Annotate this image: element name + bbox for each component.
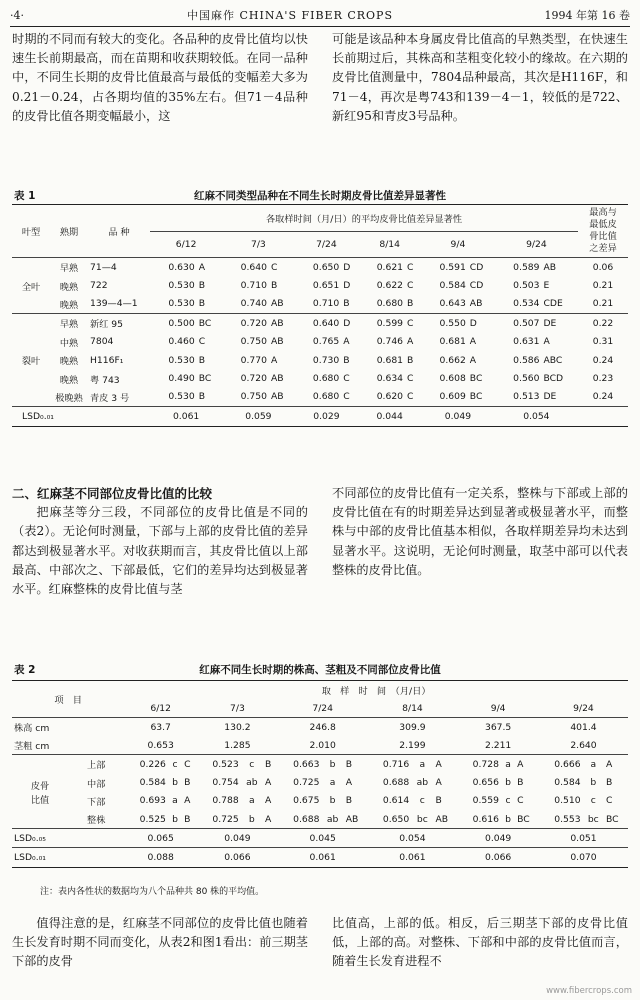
t2-value: 0.584 [139,777,166,789]
t1-signif: AB [270,317,284,329]
t1-lsd-empty [578,407,628,426]
t1-value: 0.500 [168,317,195,329]
t2-signif-lower: b [505,777,511,789]
t1-signif: D [343,317,351,329]
t1-variety: 新红 95 [90,319,123,331]
t2-signif-lower: b [329,795,336,807]
table-row [12,369,628,387]
table-row [12,351,628,369]
t1-date: 6/12 [150,231,222,258]
t1-signif: AB [468,295,495,314]
t1-signif: D [343,261,351,273]
t2-date: 7/24 [278,699,368,718]
table-row [12,736,628,755]
table-row [12,333,628,351]
t2-value: 0.675 [293,795,320,807]
t1-value: 0.630 [168,261,195,273]
t1-lsd-value: 0.049 [444,410,472,422]
t1-value: 0.634 [376,373,404,385]
t1-signif: C [198,336,206,348]
t2-signif-lower: a [419,758,426,770]
t2-stem-value: 2.010 [278,736,368,755]
t1-signif: B [405,295,421,314]
t1-value: 0.643 [421,295,468,314]
t1-value: 0.490 [168,373,195,385]
t1-value: 0.631 [513,336,540,348]
t1-signif: BC [468,388,495,407]
t2-signif-upper: A [184,795,191,807]
t1-signif: BC [198,317,212,329]
t2-signif-upper: B [345,795,352,807]
t2-signif-lower: a [249,795,255,807]
t2-value: 0.688 [382,777,410,789]
t1-signif: B [341,295,358,314]
t2-signif-lower: b [329,758,336,770]
t2-lsd05-value: 0.045 [278,829,368,848]
t1-signif: AB [269,388,295,407]
table2-number: 表 2 [14,664,36,676]
t2-value: 0.616 [457,810,501,829]
t2-signif-lower: b [168,810,182,829]
t1-value: 0.651 [312,280,340,292]
table-row [12,388,628,407]
t1-signif: D [469,317,477,329]
t1-range-diff: 0.22 [592,317,614,329]
table-row [12,276,628,294]
t1-variety: 139—4—1 [88,295,150,314]
t1-signif: B [407,354,414,366]
t1-head-variety: 品 种 [88,205,150,258]
t2-lsd05-value: 0.065 [124,829,197,848]
t1-range-diff: 0.21 [592,280,614,292]
t1-variety: 粤 743 [90,374,120,386]
t1-range-diff: 0.24 [592,354,614,366]
t2-signif-lower: a [329,777,336,789]
t2-signif-lower: c [249,758,255,770]
t2-date: 9/24 [539,699,628,718]
t1-signif: A [198,261,206,273]
t1-value: 0.750 [222,388,269,407]
t2-signif-upper: BC [604,810,628,829]
t2-part: 上部 [87,760,106,772]
t1-value: 0.599 [376,317,404,329]
t1-signif: B [198,280,206,292]
t1-range-diff: 0.21 [578,295,628,314]
t1-signif: DE [541,388,578,407]
t2-body [12,718,628,868]
t2-value: 0.666 [554,758,581,770]
t2-ratio-label-line: 皮骨 [30,780,50,792]
t1-maturity: 极晚熟 [50,388,88,407]
t2-stem-label: 茎粗 cm [12,736,124,755]
t1-maturity: 晚熟 [59,356,79,368]
t2-lsd05-value: 0.049 [457,829,539,848]
t1-value: 0.650 [312,261,340,273]
t2-signif-lower: c [419,795,425,807]
table1 [12,204,628,427]
t1-signif: B [197,388,223,407]
t2-signif-lower: a [172,795,178,807]
t2-head-group: 取 样 时 间 （月/日） [321,686,431,697]
volume-info: 1994 年第 16 卷 [544,9,630,22]
t2-value: 0.525 [124,810,168,829]
t2-lsd01-value: 0.066 [224,851,251,863]
t1-signif: BC [469,373,483,385]
t2-signif-lower: ab [246,777,258,789]
t2-signif-upper: A [345,777,352,789]
table-row [12,829,628,848]
t1-lsd-label: LSD₀.₀₁ [22,410,54,422]
t2-signif-lower: c [505,795,511,807]
running-header [10,4,630,27]
t1-value: 0.621 [376,261,404,273]
t1-value: 0.720 [240,317,267,329]
t2-signif-upper: C [184,758,191,770]
t1-value: 0.640 [240,261,267,273]
t1-signif: C [407,280,414,292]
t2-date: 9/4 [457,699,539,718]
t2-value: 0.553 [539,810,583,829]
t2-value: 0.725 [197,810,241,829]
t2-value: 0.226 [139,758,166,770]
t1-signif: AB [270,373,284,385]
t1-variety: 7804 [90,336,114,348]
t1-head-group: 各取样时间（月/日）的平均皮骨比值差异显著性 [150,205,578,232]
t2-signif-upper: B [264,758,272,770]
t1-value: 0.550 [439,317,466,329]
t1-signif: C [270,261,278,273]
t1-signif: AB [543,261,557,273]
t1-body [12,258,628,427]
t2-part: 下部 [87,796,106,808]
t1-value: 0.710 [240,280,267,292]
t2-lsd05-value: 0.054 [368,829,458,848]
t1-value: 0.750 [240,336,267,348]
t1-date: 7/24 [295,231,359,258]
t1-signif: A [469,336,477,348]
t1-lsd-value: 0.054 [523,410,550,422]
t1-value: 0.622 [376,280,404,292]
t1-leaf-type: 全叶 [12,258,50,314]
t2-signif-upper: A [435,777,442,789]
t2-height-value: 367.5 [484,721,512,733]
t2-stem-value: 2.211 [457,736,539,755]
t2-signif-upper: A [435,758,442,770]
t2-signif-lower: bc [583,810,604,829]
watermark: www.fibercrops.com [546,986,632,996]
t1-value: 0.680 [295,388,342,407]
t1-signif: A [407,336,414,348]
t1-date: 9/24 [495,231,578,258]
t2-signif-lower: b [172,777,178,789]
t2-lsd01-value: 0.061 [309,851,336,863]
t1-value: 0.608 [439,373,466,385]
t1-value: 0.710 [295,295,342,314]
t2-value: 0.523 [212,758,239,770]
t2-value: 0.584 [554,777,581,789]
t2-lsd01-value: 0.066 [484,851,512,863]
t1-value: 0.620 [358,388,405,407]
t1-range-diff: 0.23 [592,373,614,385]
t2-lsd05-value: 0.051 [539,829,628,848]
t2-signif-upper: A [605,758,613,770]
t1-value: 0.720 [240,373,267,385]
t1-signif: C [407,261,414,273]
t1-date: 9/4 [421,231,495,258]
t1-head-maturity: 熟期 [50,205,88,258]
t2-signif-lower: b [590,777,597,789]
t2-signif-upper: B [517,777,524,789]
t2-value: 0.788 [212,795,239,807]
t2-signif-upper: A [263,810,278,829]
t1-value: 0.560 [513,373,540,385]
t1-value: 0.770 [240,354,267,366]
t1-signif: A [343,336,350,348]
t2-signif-upper: A [517,758,524,770]
t1-signif: A [469,354,477,366]
t1-value: 0.740 [222,295,269,314]
t2-signif-upper: AB [344,810,368,829]
t2-signif-upper: C [605,795,613,807]
t2-lsd01-value: 0.070 [570,851,597,863]
t2-value: 0.754 [212,777,239,789]
t1-signif: CDE [541,295,578,314]
t1-signif: CD [469,280,484,292]
t2-value: 0.716 [382,758,410,770]
t2-height-value: 309.9 [399,721,426,733]
t2-value: 0.510 [554,795,581,807]
t2-value: 0.725 [293,777,320,789]
table-row [12,792,628,810]
bottom-right-paragraph: 比值高，上部的低。相反，后三期茎下部的皮骨比值低，上部的高。对整株、下部和中部的皮骨比值而言，随着生长发育进程不 [332,916,628,969]
t2-date: 8/14 [368,699,458,718]
t1-value: 0.730 [312,354,340,366]
t2-signif-upper: B [345,758,352,770]
t1-value: 0.503 [513,280,540,292]
t1-lsd-value: 0.061 [172,410,200,422]
t2-signif-upper: C [517,795,524,807]
t2-value: 0.693 [139,795,166,807]
table-row [12,848,628,867]
t1-value: 0.530 [150,295,197,314]
t2-signif-upper: B [182,810,197,829]
table-row [12,314,628,333]
t2-value: 0.614 [382,795,410,807]
top-left-paragraph: 时期的不同而有较大的变化。各品种的皮骨比值均以快速生长前期最高，而在苗期和收获期较低。在同一品种中，不同生长期的皮骨比值最高与最低的变幅差大多为0.21－0.24，占各期均值的35%左右。但71－4品种的皮骨比值各期变幅最小，这 [12,32,308,123]
t1-value: 0.586 [513,354,540,366]
t2-value: 0.663 [293,758,320,770]
t1-signif: E [543,280,550,292]
t1-signif: BCD [543,373,564,385]
table-row [12,295,628,314]
t2-signif-upper: A [264,795,272,807]
t1-variety: 青皮 3 号 [88,388,150,407]
table-row [12,774,628,792]
t1-lsd-value: 0.044 [376,410,403,422]
t1-range-diff: 0.31 [592,336,614,348]
t1-maturity: 早熟 [59,263,79,275]
t2-signif-upper: B [435,795,442,807]
t2-stem-value: 1.285 [197,736,278,755]
t1-signif: C [407,317,414,329]
t2-value: 0.656 [472,777,499,789]
t1-value: 0.681 [376,354,404,366]
t2-signif-upper: B [605,777,613,789]
table2-note: 注：表内各性状的数据均为八个品种共 80 株的平均值。 [40,887,265,897]
t2-lsd01-label: LSD₀.₀₁ [14,851,46,863]
t2-signif-lower: c [172,758,178,770]
t2-height-value: 401.4 [570,721,597,733]
t1-signif: AB [270,336,284,348]
table-row [12,755,628,774]
t2-height-label: 株高 cm [14,723,50,735]
t1-head-leaf: 叶型 [12,205,50,258]
t2-lsd01-value: 0.088 [147,851,174,863]
t1-signif: DE [543,317,557,329]
t2-signif-lower: ab [321,810,343,829]
t2-date: 6/12 [124,699,197,718]
t1-maturity: 晚熟 [59,374,79,386]
t1-head-range: 最高与 最低皮 骨比值 之差异 [578,205,628,258]
t2-height-value: 130.2 [224,721,251,733]
t2-signif-lower: a [590,758,597,770]
t2-signif-lower: a [505,758,511,770]
t1-value: 0.640 [312,317,340,329]
t1-date: 7/3 [222,231,294,258]
table-row [12,718,628,737]
t1-signif: ABC [543,354,563,366]
t1-range-diff: 0.06 [592,261,614,273]
page-number: ·4· [10,8,24,22]
mid-right-paragraph: 不同部位的皮骨比值有一定关系，整株与下部或上部的皮骨比值在有的时期差异达到显著或极显著水平，而整株与中部的皮骨比值基本相似，各取样期差异均未达到显著水平。这说明，无论何时测量，取茎中部可以代表整株的皮骨比值。 [332,486,628,577]
t1-value: 0.534 [495,295,542,314]
t2-signif-upper: B [184,777,191,789]
t2-lsd01-value: 0.061 [399,851,426,863]
t1-value: 0.589 [513,261,540,273]
t1-signif: B [197,295,223,314]
t1-date: 8/14 [358,231,421,258]
t1-variety: H116F₁ [90,354,124,366]
t1-value: 0.460 [168,336,195,348]
table2-title: 红麻不同生长时期的株高、茎粗及不同部位皮骨比值 [199,664,441,676]
t2-value: 0.650 [368,810,412,829]
t2-part: 整株 [68,810,124,829]
table-row [12,810,628,829]
t1-range-diff: 0.24 [578,388,628,407]
t1-value: 0.530 [168,354,195,366]
t1-signif: C [341,388,358,407]
t1-signif: B [343,354,350,366]
t2-signif-lower: bc [411,810,433,829]
t2-lsd05-value: 0.049 [197,829,278,848]
table1-caption [14,188,626,203]
table1-number: 表 1 [14,190,36,202]
t1-value: 0.584 [439,280,466,292]
t2-stem-value: 2.199 [368,736,458,755]
table2 [12,680,628,868]
t1-maturity: 晚熟 [59,281,79,293]
section2-heading: 二、红麻茎不同部位皮骨比值的比较 [12,486,213,501]
t1-signif: AB [269,295,295,314]
t1-value: 0.746 [376,336,404,348]
t2-ratio-label-line: 比值 [30,794,50,806]
t2-stem-value: 0.653 [124,736,197,755]
t1-value: 0.765 [312,336,340,348]
table-row [12,258,628,277]
t1-signif: CD [469,261,484,273]
t2-lsd05-label: LSD₀.₀₅ [12,829,124,848]
mid-left-paragraph: 二、红麻茎不同部位皮骨比值的比较 把麻茎等分三段，不同部位的皮骨比值是不同的（表2）。无论何时测量，下部与上部的皮骨比值的差异都达到极显著水平。对收获期而言，其皮骨比值以上部最高、中部次之、下部最低，它们的差异均达到极显著水平。红麻整株的皮骨比值与茎 [12,486,308,597]
t1-signif: A [543,336,550,348]
t1-signif: D [343,280,351,292]
t1-signif: C [343,373,350,385]
table-row [12,407,628,426]
t1-value: 0.530 [150,388,197,407]
t1-signif: B [270,280,278,292]
t1-value: 0.609 [421,388,468,407]
t1-value: 0.680 [312,373,340,385]
t1-maturity: 晚熟 [50,295,88,314]
t2-part: 中部 [87,778,106,790]
t1-maturity: 早熟 [59,319,79,331]
t2-signif-lower: b [241,810,263,829]
t1-value: 0.662 [439,354,466,366]
t2-date: 7/3 [197,699,278,718]
t2-value: 0.688 [278,810,322,829]
t1-value: 0.530 [168,280,195,292]
t2-head-item: 项 目 [12,681,124,718]
table2-caption [14,662,626,677]
t2-signif-upper: A [264,777,272,789]
t1-leaf-type: 裂叶 [12,314,50,407]
t2-height-value: 246.8 [309,721,336,733]
t2-signif-lower: c [590,795,596,807]
t1-maturity: 中熟 [59,337,79,349]
t1-signif: C [407,373,414,385]
t2-value: 0.559 [472,795,499,807]
t2-signif-upper: AB [433,810,457,829]
t1-signif: C [405,388,421,407]
t1-variety: 722 [90,280,108,292]
t1-signif: BC [198,373,212,385]
t2-signif-lower: ab [416,777,429,789]
t2-signif-lower: b [501,810,515,829]
table1-title: 红麻不同类型品种在不同生长时期皮骨比值差异显著性 [194,190,446,202]
t1-variety: 71—4 [90,261,117,273]
bottom-left-paragraph: 值得注意的是，红麻茎不同部位的皮骨比值也随着生长发育时期不同而变化，从表2和图1看出：前三期茎下部的皮骨 [12,916,308,969]
t2-height-value: 63.7 [150,721,171,733]
t2-stem-value: 2.640 [539,736,628,755]
t2-ratio-label [12,755,68,829]
t1-value: 0.680 [358,295,405,314]
journal-title: 中国麻作 CHINA'S FIBER CROPS [187,9,393,22]
t1-value: 0.681 [439,336,466,348]
t1-lsd-value: 0.029 [313,410,340,422]
t1-value: 0.513 [495,388,542,407]
t1-value: 0.507 [513,317,540,329]
t1-lsd-value: 0.059 [245,410,272,422]
t1-value: 0.591 [439,261,466,273]
t1-signif: B [198,354,206,366]
t2-signif-upper: BC [515,810,539,829]
t1-signif: A [270,354,278,366]
t2-value: 0.728 [472,758,499,770]
top-right-paragraph: 可能是该品种本身属皮骨比值高的早熟类型，在快速生长前期过后，其株高和茎粗变化较小的缘故。在六期的皮骨比值测量中，7804品种最高，其次是H116F，和71－4，再次是粤743和139－4－1，较低的是722、新红95和青皮3号品种。 [332,32,628,123]
